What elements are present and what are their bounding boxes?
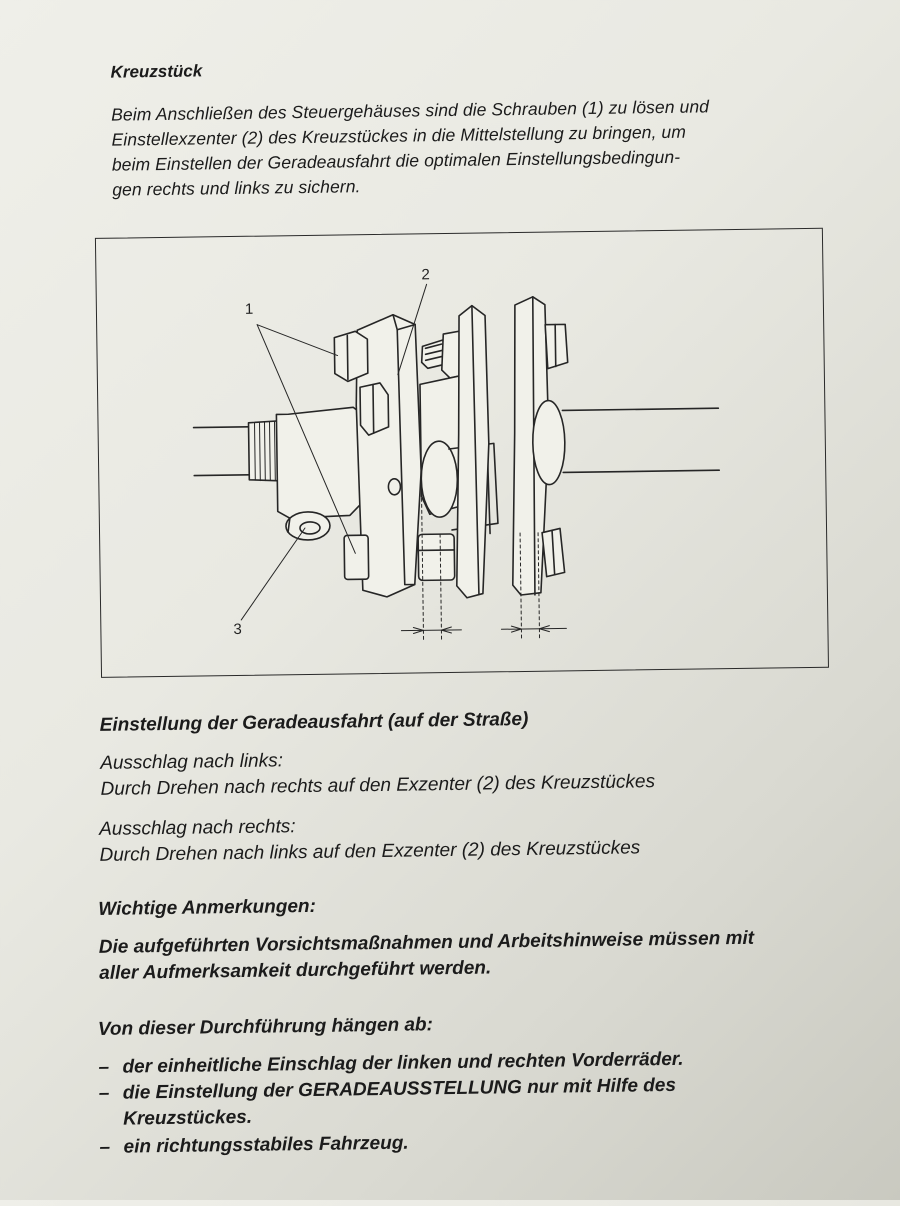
intro-paragraph <box>111 93 812 203</box>
technical-drawing-frame <box>95 228 829 678</box>
cross-piece-drawing <box>96 229 830 679</box>
right-deflection-text: Durch Drehen nach links auf den Exzenter (2) des Kreuzstückes <box>99 837 641 866</box>
notes-body-line: Die aufgeführten Vorsichtsmaßnahmen und Arbeitshinweise müssen mit <box>98 927 755 958</box>
bullet-dash: – <box>98 1082 110 1104</box>
third-yoke <box>509 296 571 595</box>
list-item: die Einstellung der GERADEAUSSTELLUNG nur mit Hilfe des <box>122 1074 677 1104</box>
bullet-dash: – <box>99 1136 111 1158</box>
instructions-block <box>97 704 860 1158</box>
second-flange <box>453 305 491 597</box>
list-item-continuation: Kreuzstückes. <box>123 1106 253 1130</box>
bullet-dash: – <box>98 1056 110 1078</box>
list-item: ein richtungsstabiles Fahrzeug. <box>123 1132 409 1158</box>
section-title: Kreuzstück <box>110 61 203 82</box>
callout-label-2: 2 <box>421 266 430 284</box>
right-shaft <box>562 408 719 472</box>
intro-line: gen rechts und links zu sichern. <box>112 176 361 200</box>
depends-heading: Von dieser Durchführung hängen ab: <box>97 1014 434 1040</box>
list-item: der einheitliche Einschlag der linken und rechten Vorderräder. <box>122 1048 684 1078</box>
intro-line: Einstellexzenter (2) des Kreuzstückes in die Mittelstellung zu bringen, um <box>111 121 687 150</box>
clamp-housing <box>276 407 362 540</box>
left-deflection-text: Durch Drehen nach rechts auf den Exzenter (2) des Kreuzstückes <box>100 771 656 800</box>
adjust-heading: Einstellung der Geradeausfahrt (auf der Straße) <box>99 708 529 736</box>
callout-label-3: 3 <box>233 620 242 639</box>
right-deflection-label: Ausschlag nach rechts: <box>99 816 296 840</box>
notes-heading: Wichtige Anmerkungen: <box>98 895 317 920</box>
intro-line: Beim Anschließen des Steuergehäuses sind die Schrauben (1) zu lösen und <box>111 96 710 125</box>
notes-body-line: aller Aufmerksamkeit durchgeführt werden. <box>99 957 492 984</box>
callout-label-1: 1 <box>244 300 254 318</box>
intro-line: beim Einstellen der Geradeausfahrt die optimalen Einstellungsbedingun- <box>111 146 681 175</box>
left-deflection-label: Ausschlag nach links: <box>100 750 284 774</box>
